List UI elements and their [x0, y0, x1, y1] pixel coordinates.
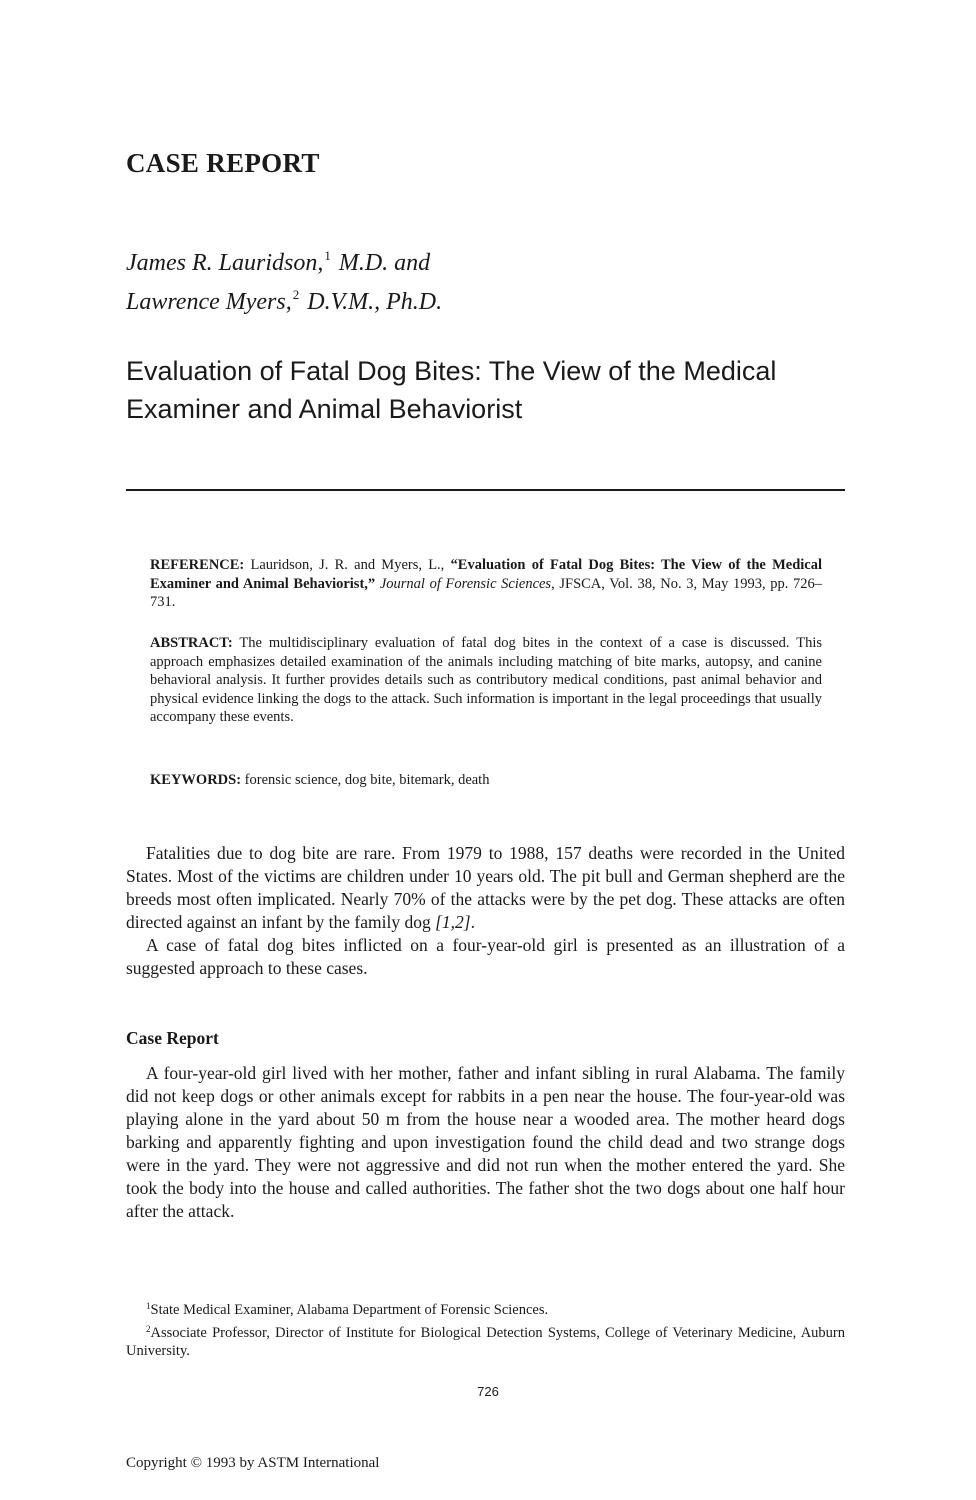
title-divider — [126, 489, 845, 491]
footnote — [126, 1320, 845, 1361]
author-degree: D.V.M., Ph.D. — [307, 289, 443, 315]
paragraph-end: . — [470, 912, 475, 932]
abstract-label: ABSTRACT: — [150, 635, 233, 651]
footnote-mark: 1 — [324, 248, 331, 263]
author-line — [126, 279, 442, 318]
paragraph-text: Fatalities due to dog bite are rare. From 1979 to 1988, 157 deaths were recorded in the United States. Most of the victims are children under 10 years old. The pit bull and German shepherd are the breeds most often implicated. Nearly 70% of the attacks were by the pet dog. These attacks are often directed against an infant by the family dog — [126, 843, 845, 932]
abstract-block — [150, 634, 822, 727]
case-report-body — [126, 1062, 845, 1223]
author-name: James R. Lauridson, — [126, 250, 324, 276]
title-line: Evaluation of Fatal Dog Bites: The View of the Medical — [126, 356, 777, 386]
author-list — [126, 240, 442, 318]
reference-authors: Lauridson, J. R. and Myers, L., — [250, 557, 451, 573]
footnote-text: State Medical Examiner, Alabama Department of Forensic Sciences. — [150, 1302, 549, 1318]
citation: [1,2] — [435, 912, 471, 932]
title-line: Examiner and Animal Behaviorist — [126, 394, 523, 424]
keywords-label: KEYWORDS: — [150, 772, 242, 788]
keywords-text: forensic science, dog bite, bitemark, death — [244, 772, 490, 788]
author-name: Lawrence Myers, — [126, 289, 292, 315]
footnote-text: Associate Professor, Director of Institute for Biological Detection Systems, College of Veterinary Medicine, Auburn University. — [126, 1324, 845, 1359]
author-line — [126, 240, 442, 279]
paragraph — [126, 842, 845, 934]
paragraph: A four-year-old girl lived with her mother, father and infant sibling in rural Alabama. The family did not keep dogs or other animals except for rabbits in a pen near the house. The four-year-old was playing alone in the yard about 50 m from the house near a wooded area. The mother heard dogs barking and apparently fighting and upon investigation found the child dead and two strange dogs were in the yard. They were not aggressive and did not run when the mother entered the yard. She took the body into the house and called authorities. The father shot the two dogs about one half hour after the attack. — [126, 1063, 845, 1221]
reference-block — [150, 556, 822, 612]
reference-details: , JFSCA, Vol. 38, No. 3, May 1993, pp. 726–731. — [150, 575, 823, 610]
footnotes — [126, 1297, 845, 1361]
author-degree: M.D. and — [338, 250, 431, 276]
paragraph: A case of fatal dog bites inflicted on a four-year-old girl is presented as an illustration of a suggested approach to these cases. — [126, 935, 845, 978]
reference-label: REFERENCE: — [150, 557, 245, 573]
abstract-text: The multidisciplinary evaluation of fatal dog bites in the context of a case is discussed. This approach emphasizes detailed examination of the animals including matching of bite marks, autopsy, and canine behavioral analysis. It further provides details such as contributory medical conditions, past animal behavior and physical evidence linking the dogs to the attack. Such information is important in the legal proceedings that usually accompany these events. — [150, 635, 822, 725]
introduction — [126, 842, 845, 980]
page-number: 726 — [477, 1384, 499, 1399]
section-heading: Case Report — [126, 1028, 219, 1048]
footnote-mark: 2 — [292, 287, 300, 302]
footnote-mark: 2 — [146, 1323, 151, 1334]
reference-journal: Journal of Forensic Sciences — [379, 575, 552, 592]
copyright-notice: Copyright © 1993 by ASTM International — [126, 1455, 380, 1471]
footnote — [126, 1297, 845, 1320]
section-label: CASE REPORT — [126, 148, 320, 178]
reference-title: “Evaluation of Fatal Dog Bites: The View of the Medical Examiner and Animal Behaviorist,” — [150, 557, 823, 592]
paper-title — [126, 352, 866, 428]
footnote-mark: 1 — [146, 1301, 151, 1311]
keywords-block — [150, 771, 822, 790]
